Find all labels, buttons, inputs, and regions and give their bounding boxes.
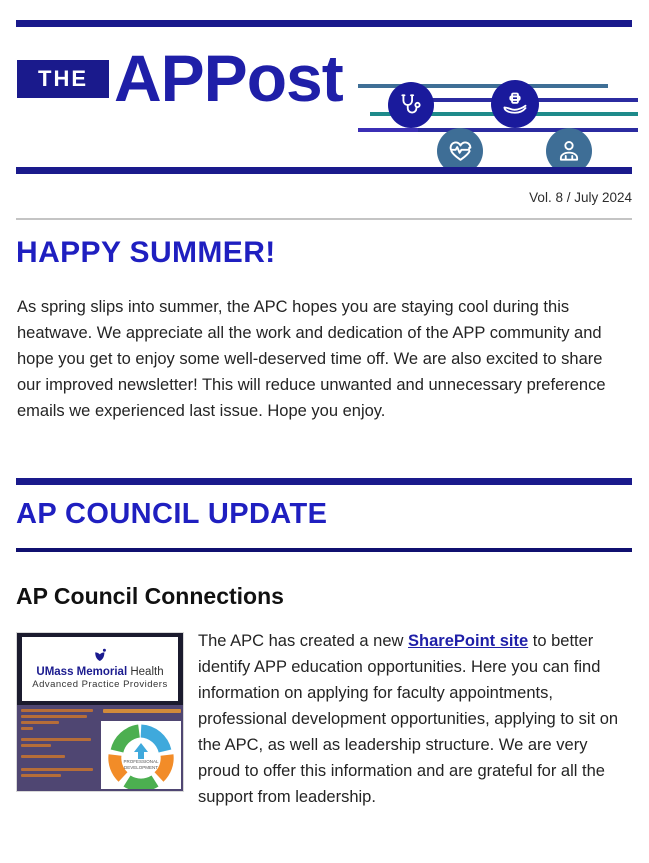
thumbnail-text-lines	[21, 709, 97, 789]
council-section-bottom-divider	[16, 548, 632, 552]
umass-logo-regular: Health	[127, 666, 164, 678]
professional-development-cycle-diagram	[101, 721, 181, 789]
thumbnail-slide-body	[17, 705, 183, 792]
happy-summer-heading: HAPPY SUMMER!	[16, 236, 276, 269]
council-section-top-divider	[16, 478, 632, 485]
sharepoint-site-link[interactable]: SharePoint site	[408, 632, 529, 650]
cycle-label-line1: PROFESSIONAL	[123, 759, 159, 764]
happy-summer-body: As spring slips into summer, the APC hopes you are staying cool during this heatwave. We appreciate all the work and dedication of the APP community and hope you get to enjoy some well-deserved time off. We are also excited to share our improved newsletter! This will reduce unwanted and unnecessary preference emails we experienced last issue. Hope you enjoy.	[17, 298, 606, 420]
cycle-diagram-label	[101, 759, 181, 770]
top-divider	[16, 20, 632, 27]
article-text-before-link: The APC has created a new	[198, 632, 409, 650]
hand-medical-cross-icon	[491, 80, 539, 128]
thumbnail-right-title-line	[103, 709, 181, 713]
umass-logo-text	[36, 666, 163, 678]
masthead-bottom-divider	[16, 167, 632, 174]
sharepoint-preview-thumbnail[interactable]	[16, 632, 184, 792]
the-badge: THE	[17, 60, 109, 98]
umass-logo-subtitle: Advanced Practice Providers	[32, 679, 168, 690]
umass-logo-bold: UMass Memorial	[36, 666, 128, 678]
appost-wordmark: APPost	[114, 41, 343, 115]
article-text-after-link: to better identify APP education opportunities. Here you can find information on applying for faculty appointments, professional development opportunities, applying to sit on the APC, as well as leadership structure. We are very proud to offer this information and are grateful for all the support from leadership.	[198, 632, 619, 806]
umass-memorial-logo-card	[22, 637, 178, 701]
stethoscope-icon	[388, 82, 434, 128]
issue-volume-date: Vol. 8 / July 2024	[529, 190, 632, 205]
cycle-label-line2: DEVELOPMENT	[123, 764, 158, 770]
masthead	[0, 36, 649, 156]
ap-council-connections-heading: AP Council Connections	[16, 583, 284, 609]
ap-council-connections-article	[16, 628, 632, 810]
umass-tulip-mark	[92, 648, 108, 665]
thumbnail-logo-band	[17, 633, 183, 705]
ap-council-update-heading: AP COUNCIL UPDATE	[16, 498, 328, 530]
volume-divider	[16, 218, 632, 220]
